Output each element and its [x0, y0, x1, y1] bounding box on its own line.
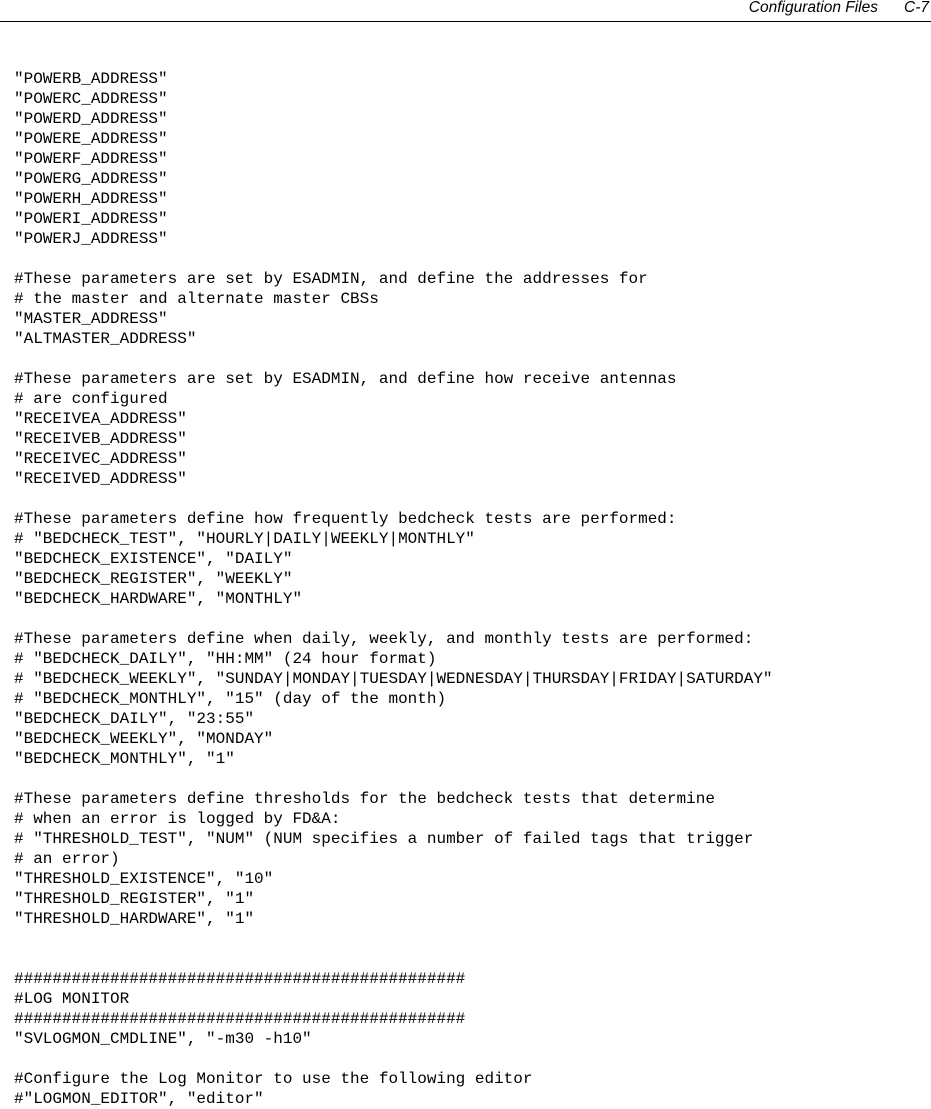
code-line: # "BEDCHECK_DAILY", "HH:MM" (24 hour format)	[14, 650, 437, 668]
code-line: # "BEDCHECK_TEST", "HOURLY|DAILY|WEEKLY|MONTHLY"	[14, 530, 475, 548]
code-line: "RECEIVEB_ADDRESS"	[14, 430, 187, 448]
code-line	[14, 609, 773, 629]
code-line: "THRESHOLD_EXISTENCE", "10"	[14, 870, 274, 888]
code-line: "BEDCHECK_EXISTENCE", "DAILY"	[14, 550, 293, 568]
code-line: "POWERF_ADDRESS"	[14, 150, 168, 168]
code-line: #LOG MONITOR	[14, 990, 130, 1008]
code-line: "POWERJ_ADDRESS"	[14, 230, 168, 248]
code-line: #These parameters define thresholds for the bedcheck tests that determine	[14, 790, 715, 808]
code-line: # the master and alternate master CBSs	[14, 290, 379, 308]
code-line: # "THRESHOLD_TEST", "NUM" (NUM specifies a number of failed tags that trigger	[14, 830, 754, 848]
code-line: "THRESHOLD_REGISTER", "1"	[14, 890, 255, 908]
code-line: #"LOGMON_EDITOR", "editor"	[14, 1090, 264, 1108]
code-line: ###############################################	[14, 1010, 466, 1028]
code-line: ###############################################	[14, 970, 466, 988]
code-line: # when an error is logged by FD&A:	[14, 810, 341, 828]
code-line: "RECEIVED_ADDRESS"	[14, 470, 187, 488]
code-line	[14, 1049, 773, 1069]
code-line	[14, 949, 773, 969]
code-line	[14, 769, 773, 789]
code-line: "BEDCHECK_HARDWARE", "MONTHLY"	[14, 590, 303, 608]
code-line: # "BEDCHECK_WEEKLY", "SUNDAY|MONDAY|TUESDAY|WEDNESDAY|THURSDAY|FRIDAY|SATURDAY"	[14, 670, 773, 688]
code-line: "THRESHOLD_HARDWARE", "1"	[14, 910, 255, 928]
section-title: Configuration Files	[748, 0, 878, 16]
code-line: "POWERB_ADDRESS"	[14, 70, 168, 88]
code-line: "POWERI_ADDRESS"	[14, 210, 168, 228]
code-line: "BEDCHECK_REGISTER", "WEEKLY"	[14, 570, 293, 588]
code-line: #These parameters are set by ESADMIN, and define how receive antennas	[14, 370, 677, 388]
page-header	[0, 0, 931, 22]
code-line: "SVLOGMON_CMDLINE", "-m30 -h10"	[14, 1030, 312, 1048]
code-line: "BEDCHECK_DAILY", "23:55"	[14, 710, 255, 728]
code-line	[14, 489, 773, 509]
code-line: "MASTER_ADDRESS"	[14, 310, 168, 328]
code-line: "POWERC_ADDRESS"	[14, 90, 168, 108]
config-file-listing	[14, 69, 773, 1109]
code-line: #These parameters define when daily, weekly, and monthly tests are performed:	[14, 630, 754, 648]
code-line: #These parameters define how frequently bedcheck tests are performed:	[14, 510, 677, 528]
code-line: "POWERG_ADDRESS"	[14, 170, 168, 188]
code-line	[14, 929, 773, 949]
code-line: "POWERH_ADDRESS"	[14, 190, 168, 208]
code-line: # an error)	[14, 850, 120, 868]
code-line: "POWERD_ADDRESS"	[14, 110, 168, 128]
page-number: C-7	[904, 0, 929, 16]
code-line	[14, 249, 773, 269]
code-line	[14, 349, 773, 369]
code-line: # "BEDCHECK_MONTHLY", "15" (day of the month)	[14, 690, 447, 708]
code-line: "RECEIVEA_ADDRESS"	[14, 410, 187, 428]
code-line: "ALTMASTER_ADDRESS"	[14, 330, 197, 348]
code-line: #Configure the Log Monitor to use the following editor	[14, 1070, 533, 1088]
code-line: #These parameters are set by ESADMIN, and define the addresses for	[14, 270, 648, 288]
code-line: "RECEIVEC_ADDRESS"	[14, 450, 187, 468]
code-line: "POWERE_ADDRESS"	[14, 130, 168, 148]
code-line: # are configured	[14, 390, 168, 408]
code-line: "BEDCHECK_WEEKLY", "MONDAY"	[14, 730, 274, 748]
code-line: "BEDCHECK_MONTHLY", "1"	[14, 750, 235, 768]
